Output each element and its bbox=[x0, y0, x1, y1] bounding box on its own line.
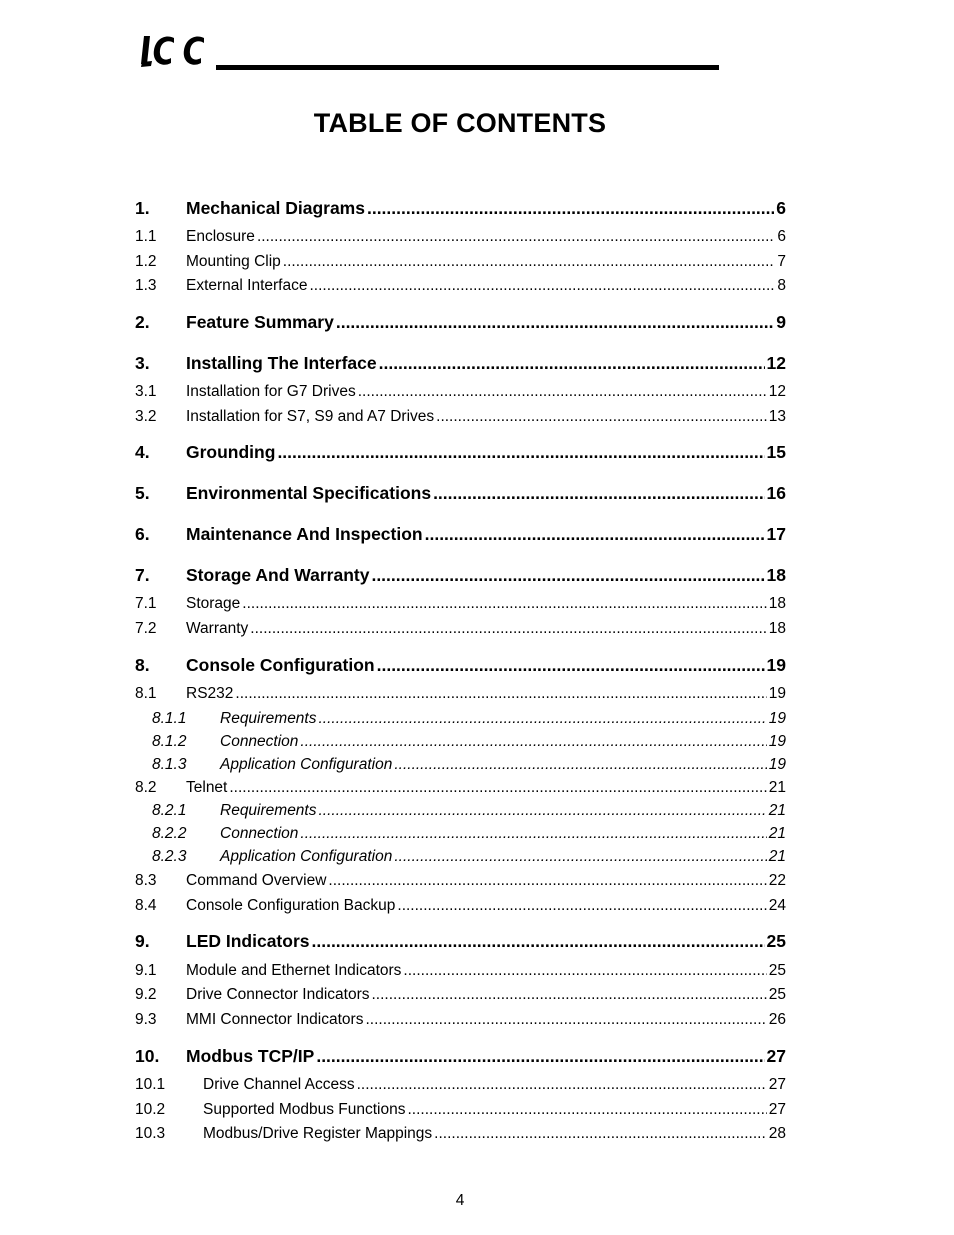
toc-entry-page: 13 bbox=[768, 408, 786, 425]
toc-entry-page: 16 bbox=[766, 483, 786, 503]
toc-entry-page: 19 bbox=[766, 655, 786, 675]
toc-entry-page: 21 bbox=[768, 848, 786, 865]
toc-leader-dots bbox=[358, 383, 767, 401]
toc-leader-dots bbox=[300, 733, 766, 751]
toc-entry-label: Connection bbox=[220, 825, 299, 842]
toc-leader-dots bbox=[229, 779, 766, 797]
toc-entry[interactable] bbox=[135, 848, 786, 866]
toc-entry-label: MMI Connector Indicators bbox=[186, 1011, 364, 1028]
toc-entry[interactable] bbox=[135, 198, 786, 219]
toc-leader-dots bbox=[328, 872, 766, 890]
toc-entry-page: 18 bbox=[768, 595, 786, 612]
toc-entry[interactable] bbox=[135, 986, 786, 1004]
toc-entry-number: 8.1.2 bbox=[152, 733, 187, 750]
toc-entry-page: 6 bbox=[776, 198, 786, 218]
toc-leader-dots bbox=[319, 710, 767, 728]
toc-entry-number: 8. bbox=[135, 655, 150, 675]
toc-entry-label: Supported Modbus Functions bbox=[203, 1101, 406, 1118]
toc-entry[interactable] bbox=[135, 685, 786, 703]
toc-leader-dots bbox=[377, 655, 765, 676]
toc-leader-dots bbox=[397, 897, 766, 915]
toc-entry-label: Environmental Specifications bbox=[186, 483, 432, 503]
toc-entry-number: 10. bbox=[135, 1046, 160, 1066]
header-rule bbox=[216, 65, 719, 70]
toc-leader-dots bbox=[242, 595, 766, 613]
toc-entry[interactable] bbox=[135, 383, 786, 401]
toc-entry[interactable] bbox=[135, 1101, 786, 1119]
toc-entry-number: 1. bbox=[135, 198, 150, 218]
toc-entry-label: Maintenance And Inspection bbox=[186, 524, 423, 544]
toc-entry-label: Requirements bbox=[220, 710, 317, 727]
toc-entry-label: Installing The Interface bbox=[186, 353, 377, 373]
toc-leader-dots bbox=[425, 524, 765, 545]
toc-entry[interactable] bbox=[135, 802, 786, 820]
toc-leader-dots bbox=[372, 986, 767, 1004]
toc-entry-number: 9.1 bbox=[135, 962, 157, 979]
toc-entry[interactable] bbox=[135, 1011, 786, 1029]
toc-entry[interactable] bbox=[135, 312, 786, 333]
toc-entry[interactable] bbox=[135, 1046, 786, 1067]
toc-entry[interactable] bbox=[135, 442, 786, 463]
toc-entry-label: Grounding bbox=[186, 442, 276, 462]
toc-leader-dots bbox=[394, 756, 766, 774]
toc-entry-page: 15 bbox=[766, 442, 786, 462]
toc-entry-page: 25 bbox=[766, 931, 786, 951]
toc-entry-number: 3. bbox=[135, 353, 150, 373]
toc-entry-label: Installation for G7 Drives bbox=[186, 383, 356, 400]
toc-entry-number: 4. bbox=[135, 442, 150, 462]
toc-entry-number: 8.2 bbox=[135, 779, 157, 796]
toc-entry-label: External Interface bbox=[186, 277, 308, 294]
toc-entry-label: Enclosure bbox=[186, 228, 255, 245]
toc-entry-label: Drive Connector Indicators bbox=[186, 986, 370, 1003]
toc-entry-page: 9 bbox=[776, 312, 786, 332]
toc-entry-number: 9. bbox=[135, 931, 150, 951]
toc-entry-label: Feature Summary bbox=[186, 312, 334, 332]
toc-entry-page: 21 bbox=[768, 779, 786, 796]
toc-entry[interactable] bbox=[135, 595, 786, 613]
toc-entry-number: 2. bbox=[135, 312, 150, 332]
toc-entry-page: 27 bbox=[768, 1101, 786, 1118]
toc-entry-number: 10.2 bbox=[135, 1101, 166, 1118]
toc-entry-page: 27 bbox=[766, 1046, 786, 1066]
toc-entry-label: Mounting Clip bbox=[186, 253, 281, 270]
toc-entry-label: Requirements bbox=[220, 802, 317, 819]
toc-entry[interactable] bbox=[135, 620, 786, 638]
toc-entry-number: 7.2 bbox=[135, 620, 157, 637]
toc-entry[interactable] bbox=[135, 825, 786, 843]
toc-leader-dots bbox=[433, 483, 764, 504]
toc-entry-page: 25 bbox=[768, 986, 786, 1003]
toc-leader-dots bbox=[394, 848, 766, 866]
toc-entry-number: 7. bbox=[135, 565, 150, 585]
toc-entry[interactable] bbox=[135, 277, 786, 295]
toc-leader-dots bbox=[434, 1125, 767, 1143]
icc-logo bbox=[138, 28, 210, 72]
toc-entry-number: 9.3 bbox=[135, 1011, 157, 1028]
page-title: TABLE OF CONTENTS bbox=[313, 108, 607, 138]
toc-entry[interactable] bbox=[135, 756, 786, 774]
toc-entry-page: 25 bbox=[768, 962, 786, 979]
toc-entry-label: Installation for S7, S9 and A7 Drives bbox=[186, 408, 435, 425]
toc-entry-label: Drive Channel Access bbox=[203, 1076, 355, 1093]
toc-leader-dots bbox=[300, 825, 766, 843]
toc-entry-label: Application Configuration bbox=[220, 756, 393, 773]
toc-entry-number: 1.3 bbox=[135, 277, 157, 294]
toc-entry-number: 10.1 bbox=[135, 1076, 166, 1093]
toc-entry-page: 18 bbox=[766, 565, 786, 585]
toc-entry-label: Mechanical Diagrams bbox=[186, 198, 365, 218]
toc-entry-number: 10.3 bbox=[135, 1125, 166, 1142]
toc-entry-page: 22 bbox=[768, 872, 786, 889]
toc-leader-dots bbox=[407, 1101, 766, 1119]
toc-entry-page: 28 bbox=[768, 1125, 786, 1142]
toc-entry-page: 21 bbox=[768, 825, 786, 842]
toc-entry-page: 7 bbox=[777, 253, 786, 270]
toc-leader-dots bbox=[312, 931, 765, 952]
page-number: 4 bbox=[455, 1192, 465, 1209]
toc-leader-dots bbox=[283, 253, 776, 271]
toc-entry[interactable] bbox=[135, 897, 786, 915]
toc-entry-label: Command Overview bbox=[186, 872, 327, 889]
toc-entry-label: Storage bbox=[186, 595, 241, 612]
toc-entry-page: 19 bbox=[768, 685, 786, 702]
toc-entry-number: 5. bbox=[135, 483, 150, 503]
toc-entry-number: 7.1 bbox=[135, 595, 157, 612]
toc-entry-label: LED Indicators bbox=[186, 931, 310, 951]
toc-entry-page: 6 bbox=[777, 228, 786, 245]
toc-leader-dots bbox=[316, 1046, 764, 1067]
toc-entry-number: 1.2 bbox=[135, 253, 157, 270]
toc-entry-number: 8.1 bbox=[135, 685, 157, 702]
toc-entry[interactable] bbox=[135, 1076, 786, 1094]
toc-entry-number: 8.1.3 bbox=[152, 756, 187, 773]
toc-entry-label: RS232 bbox=[186, 685, 234, 702]
toc-leader-dots bbox=[379, 353, 765, 374]
toc-entry-number: 8.1.1 bbox=[152, 710, 187, 727]
toc-leader-dots bbox=[235, 685, 766, 703]
toc-entry-page: 19 bbox=[768, 756, 786, 773]
toc-entry-number: 8.3 bbox=[135, 872, 157, 889]
page-header bbox=[138, 28, 720, 72]
toc-entry[interactable] bbox=[135, 253, 786, 271]
toc-entry-page: 19 bbox=[768, 710, 786, 727]
toc-entry-label: Console Configuration bbox=[186, 655, 375, 675]
toc-entry[interactable] bbox=[135, 228, 786, 246]
toc-entry-page: 24 bbox=[768, 897, 786, 914]
toc-leader-dots bbox=[309, 277, 775, 295]
toc-leader-dots bbox=[371, 565, 764, 586]
toc-entry-page: 26 bbox=[768, 1011, 786, 1028]
toc-entry-number: 9.2 bbox=[135, 986, 157, 1003]
toc-entry[interactable] bbox=[135, 483, 786, 504]
toc-leader-dots bbox=[365, 1011, 766, 1029]
toc-entry[interactable] bbox=[135, 872, 786, 890]
toc-entry[interactable] bbox=[135, 779, 786, 797]
toc-leader-dots bbox=[367, 198, 774, 219]
toc-entry-page: 21 bbox=[768, 802, 786, 819]
toc-entry-page: 17 bbox=[766, 524, 786, 544]
toc-entry-number: 8.2.1 bbox=[152, 802, 187, 819]
toc-entry[interactable] bbox=[135, 655, 786, 676]
toc-entry-label: Modbus/Drive Register Mappings bbox=[203, 1125, 433, 1142]
toc-entry-page: 18 bbox=[768, 620, 786, 637]
toc-entry[interactable] bbox=[135, 733, 786, 751]
toc-entry-label: Module and Ethernet Indicators bbox=[186, 962, 402, 979]
toc-entry-number: 6. bbox=[135, 524, 150, 544]
toc-entry[interactable] bbox=[135, 1125, 786, 1143]
toc-entry-label: Application Configuration bbox=[220, 848, 393, 865]
toc-leader-dots bbox=[277, 442, 764, 463]
toc-leader-dots bbox=[257, 228, 775, 246]
toc-entry-number: 3.1 bbox=[135, 383, 157, 400]
toc-leader-dots bbox=[319, 802, 767, 820]
toc-leader-dots bbox=[357, 1076, 767, 1094]
toc-entry[interactable] bbox=[135, 524, 786, 545]
toc-leader-dots bbox=[250, 620, 766, 638]
toc-entry[interactable] bbox=[135, 408, 786, 426]
toc-entry[interactable] bbox=[135, 962, 786, 980]
toc-leader-dots bbox=[336, 312, 774, 333]
toc-leader-dots bbox=[403, 962, 766, 980]
toc-entry-number: 3.2 bbox=[135, 408, 157, 425]
toc-entry-number: 8.2.2 bbox=[152, 825, 187, 842]
toc-entry-number: 1.1 bbox=[135, 228, 157, 245]
toc-entry-label: Connection bbox=[220, 733, 299, 750]
toc-entry-label: Warranty bbox=[186, 620, 249, 637]
toc-entry-page: 27 bbox=[768, 1076, 786, 1093]
toc-entry-page: 12 bbox=[768, 383, 786, 400]
toc-entry-page: 19 bbox=[768, 733, 786, 750]
toc-entry[interactable] bbox=[135, 710, 786, 728]
toc-entry[interactable] bbox=[135, 353, 786, 374]
toc-entry-label: Telnet bbox=[186, 779, 228, 796]
toc-entry-label: Storage And Warranty bbox=[186, 565, 370, 585]
toc-entry-label: Modbus TCP/IP bbox=[186, 1046, 315, 1066]
toc-entry-page: 8 bbox=[777, 277, 786, 294]
toc-entry-label: Console Configuration Backup bbox=[186, 897, 396, 914]
toc-entry-number: 8.4 bbox=[135, 897, 157, 914]
toc-entry[interactable] bbox=[135, 931, 786, 952]
toc-entry-number: 8.2.3 bbox=[152, 848, 187, 865]
toc-entry-page: 12 bbox=[766, 353, 786, 373]
toc-leader-dots bbox=[436, 408, 767, 426]
toc-entry[interactable] bbox=[135, 565, 786, 586]
